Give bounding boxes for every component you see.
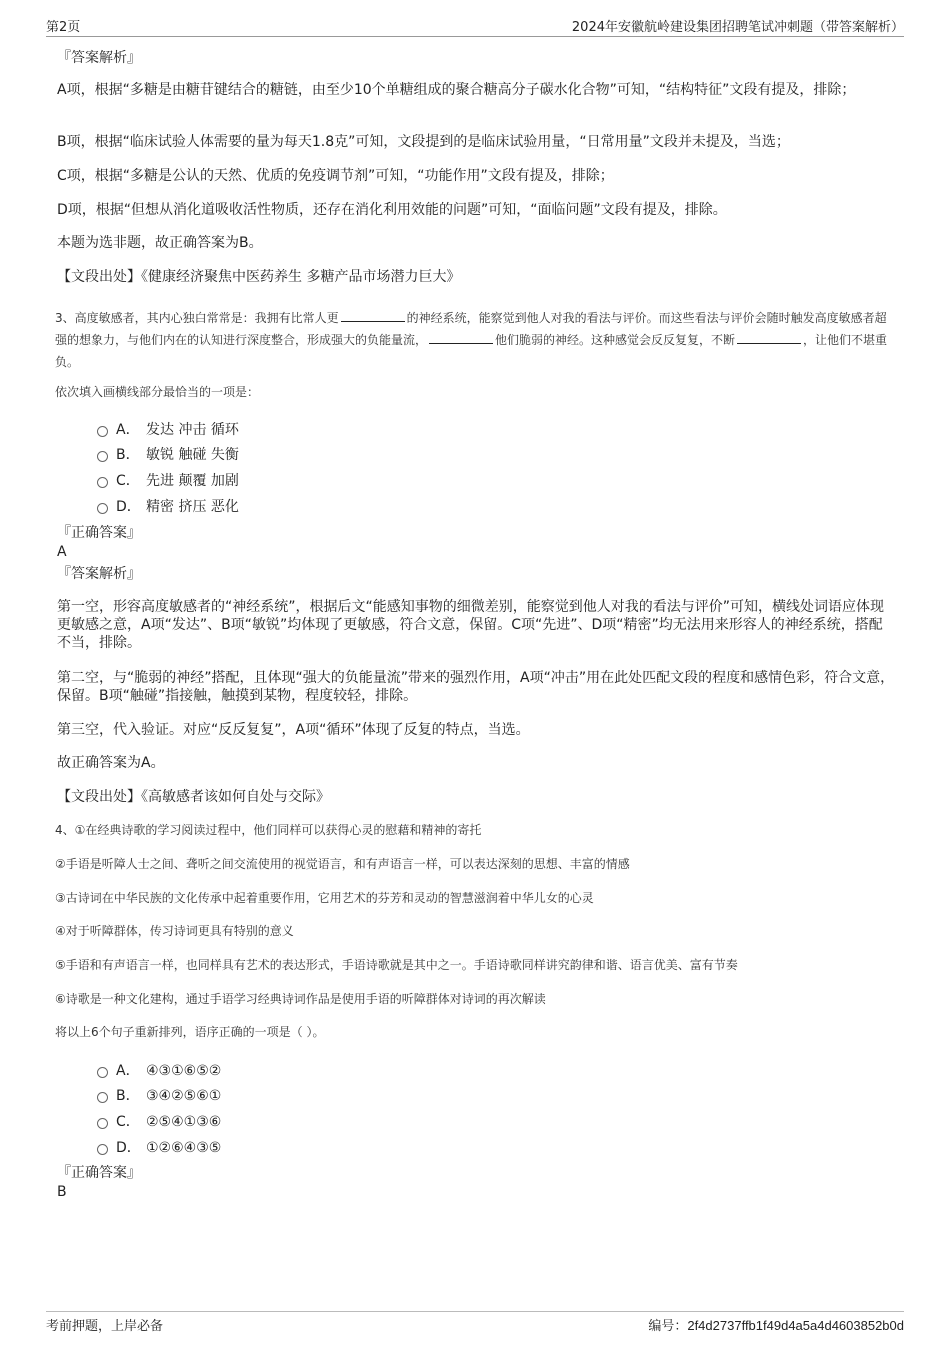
q3-analysis-1: 第一空，形容高度敏感者的“神经系统”，根据后文“能感知事物的细微差别，能察觉到他人对我的看法与评价”可知，横线处词语应体现更敏感之意，A项“发达”、B项“敏锐”均体现了更敏感，符合文意，保留。C项“先进”、D项“精密”均无法用来形容人的神经系统，搭配不当，排除。 [57,599,885,651]
page-footer [46,1311,904,1336]
q3-analysis-2: 第二空，与“脆弱的神经”搭配，且体现“强大的负能量流”带来的强烈作用，A项“冲击”用在此处匹配文段的程度和感情色彩，符合文意，保留。B项“触碰”指接触，触摸到某物，程度较轻，排除。 [57,670,895,704]
q3-conclusion: 故正确答案为A。 [57,755,165,771]
q4-sentence-1: 4、①在经典诗歌的学习阅读过程中，他们同样可以获得心灵的慰藉和精神的寄托 [55,823,482,837]
q3-blank-1 [341,309,405,322]
q4-sentence-6: ⑥诗歌是一种文化建构，通过手语学习经典诗词作品是使用手语的听障群体对诗词的再次解读 [55,992,546,1006]
q3-blank-3 [737,331,801,344]
q4-sentence-3: ③古诗词在中华民族的文化传承中起着重要作用，它用艺术的芬芳和灵动的智慧滋润着中华儿女的心灵 [55,891,594,905]
q3-answer-label: 『正确答案』 [57,525,141,541]
q4-option-a[interactable]: A． ④③①⑥⑤② [97,1060,221,1080]
q4-sentence-4: ④对于听障群体，传习诗词更具有特别的意义 [55,924,294,938]
document-title: 2024年安徽航岭建设集团招聘笔试冲刺题（带答案解析） [571,20,904,35]
radio-icon[interactable] [97,1118,108,1129]
document-code: 编号：2f4d2737ffb1f49d4a5a4d4603852b0d [648,1318,904,1333]
q3-instruction: 依次填入画横线部分最恰当的一项是： [55,385,260,399]
radio-icon[interactable] [97,503,108,514]
page-number: 第2页 [46,20,81,35]
footer-slogan: 考前押题，上岸必备 [46,1319,164,1334]
q3-option-a[interactable]: A． 发达 冲击 循环 [97,419,239,439]
q3-answer: A [57,544,67,560]
q2-analysis-c: C项，根据“多糖是公认的天然、优质的免疫调节剂”可知，“功能作用”文段有提及，排除； [57,168,614,184]
q2-analysis-d: D项，根据“但想从消化道吸收活性物质，还存在消化利用效能的问题”可知，“面临问题”文段有提及，排除。 [57,202,727,218]
q2-analysis-label: 『答案解析』 [57,50,141,66]
q3-option-c[interactable]: C． 先进 颠覆 加剧 [97,470,239,490]
q2-conclusion: 本题为选非题，故正确答案为B。 [57,235,263,251]
q2-analysis-a: A项，根据“多糖是由糖苷键结合的糖链，由至少10个单糖组成的聚合糖高分子碳水化合物”可知，“结构特征”文段有提及，排除； [57,82,856,98]
q4-answer: B [57,1184,67,1200]
q4-option-b[interactable]: B． ③④②⑤⑥① [97,1085,221,1105]
q4-sentence-2: ②手语是听障人士之间、聋听之间交流使用的视觉语言，和有声语言一样，可以表达深刻的思想、丰富的情感 [55,857,630,871]
q3-stem: 3、高度敏感者，其内心独白常常是：我拥有比常人更 的神经系统，能察觉到他人对我的看法与评价。而这些看法与评价会随时触发高度敏感者超强的想象力，与他们内在的认知进行深度整合，形成强大的负能量流， 他们脆弱的神经。这种感觉会反反复复，不断 ，让他们不堪重负。 [55,311,888,369]
q4-instruction: 将以上6个句子重新排列，语序正确的一项是（ ）。 [55,1025,325,1039]
q3-blank-2 [429,331,493,344]
radio-icon[interactable] [97,477,108,488]
radio-icon[interactable] [97,1144,108,1155]
q4-sentence-5: ⑤手语和有声语言一样，也同样具有艺术的表达形式，手语诗歌就是其中之一。手语诗歌同样讲究韵律和谐、语言优美、富有节奏 [55,958,738,972]
radio-icon[interactable] [97,426,108,437]
radio-icon[interactable] [97,451,108,462]
page-header [46,14,904,37]
q3-option-b[interactable]: B． 敏锐 触碰 失衡 [97,444,239,464]
q4-option-d[interactable]: D． ①②⑥④③⑤ [97,1137,221,1157]
q4-answer-label: 『正确答案』 [57,1165,141,1181]
q4-option-c[interactable]: C． ②⑤④①③⑥ [97,1111,221,1131]
q3-source: 【文段出处】《高敏感者该如何自处与交际》 [57,789,330,805]
radio-icon[interactable] [97,1067,108,1078]
q2-analysis-b: B项，根据“临床试验人体需要的量为每天1.8克”可知，文段提到的是临床试验用量，“日常用量”文段并未提及，当选； [57,134,790,150]
q3-analysis-label: 『答案解析』 [57,566,141,582]
q3-option-d[interactable]: D． 精密 挤压 恶化 [97,496,239,516]
radio-icon[interactable] [97,1092,108,1103]
q3-analysis-3: 第三空，代入验证。对应“反反复复”，A项“循环”体现了反复的特点，当选。 [57,722,530,738]
q2-source: 【文段出处】《健康经济聚焦中医药养生 多糖产品市场潜力巨大》 [57,269,461,285]
